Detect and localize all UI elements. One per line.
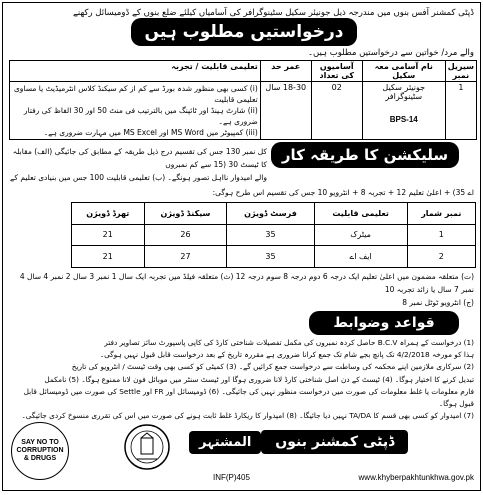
- rule-line: تبدیل کرنے کا اختیار ہوگا۔ (4) ٹیسٹ کے دن اصل شناختی کارڈ لانا ضروری ہوگا اور ٹیسٹ سنٹر میں موبائل فون لانا ممنوع ہوگا۔ (5) نامکمل: [44, 374, 474, 384]
- rule-line: (7) امیدوار کو کسی بھی قسم کا TA/DA نہیں دیا جائیگا۔ (8) امیدوار کا ریکارڈ غلط ثابت ہونے کی صورت میں اس کی تقرری منسوخ کردی جائیگی۔: [21, 411, 474, 421]
- cell-first-division: 35: [227, 224, 314, 246]
- intro-line-2: والے مرد/ خواتین سے درخواستیں مطلوب ہیں۔: [308, 48, 474, 58]
- jobs-table: [9, 60, 477, 140]
- header-first-division: فرسٹ ڈویژن: [227, 203, 314, 225]
- cell-number: 1: [407, 224, 475, 246]
- job-qualifications: [10, 82, 261, 140]
- rule-line: فارم معلومات یا غلط معلومات کی صورت میں درخواست منظور نہیں کی جائیگی۔ (6) ڈومیسائل اور FR اور Settle کی صورت میں ڈومیسائل قابل قبول ہوگا۔: [23, 386, 474, 409]
- table-row: [72, 224, 476, 246]
- selection-text: [9, 145, 267, 185]
- intro-line: ڈپٹی کمشنر آفس بنوں میں مندرجہ ذیل جونیئر سکیل سٹینوگرافر کی آسامیاں کیلئے ضلع بنوں کے ڈومیسائل رکھنے: [72, 8, 474, 18]
- selection-line: کل نمبر 130 جس کی تقسیم درج ذیل طریقہ کے مطابق کی جائیگی (الف) مقابلہ کا ٹیسٹ 30 (15 سے کم نمبروں: [12, 147, 267, 169]
- job-age: 18-30 سال: [260, 82, 311, 140]
- header-qualification: تعلیمی قابلیت / تجربہ: [10, 61, 261, 82]
- header-second-division: سیکنڈ ڈویژن: [144, 203, 227, 225]
- job-serial: 1: [445, 82, 476, 140]
- rule-line: (2) سرکاری ملازمین اپنے محکمہ کی وساطت سے درخواست جمع کرائیں گے۔ (3) کمیٹی کو کسی بھی وقت ٹیسٹ / انٹرویو کی تاریخ: [71, 362, 474, 372]
- jobs-table-header: [10, 61, 477, 82]
- website-link[interactable]: www.khyberpakhtunkhwa.gov.pk: [358, 473, 474, 482]
- header-age: عمر حد: [260, 61, 311, 82]
- qualification-item: (i) کسی بھی منظور شدہ بورڈ سے کم از کم سیکنڈ کلاس انٹرمیڈیٹ یا مساوی تعلیمی قابلیت: [13, 84, 258, 104]
- job-scale: BPS-14: [389, 115, 418, 124]
- page-title: درخواستیں مطلوب ہیں: [131, 18, 357, 46]
- badge-line: & DRUGS: [23, 455, 57, 462]
- note-line: (ج) انٹرویو ٹوٹل نمبر 8: [402, 298, 474, 307]
- selection-line: والے امیدوار نااہل تصور ہونگے۔ (ب) تعلیمی قابلیت 100 جس میں بنیادی تعلیم کے: [10, 173, 267, 182]
- cell-third-division: 21: [72, 224, 145, 246]
- note-line: (ت) متعلقہ مضمون میں اعلیٰ تعلیم ایک درجہ 6 دوم درجہ 8 سوم درجہ 12 (ث) متعلقہ فیلڈ میں تجربہ ایک سال 1 نمبر 3 سال 2 نمبر 4 سال 4 نمبر 7 سال یا زائد تجربہ 10: [19, 272, 474, 294]
- rules-section: [9, 337, 474, 423]
- say-no-to-corruption-badge: [11, 422, 69, 480]
- signatory-office: ڈپٹی کمشنر بنوں: [261, 430, 408, 454]
- cell-education: میٹرک: [314, 224, 407, 246]
- header-number: نمبر شمار: [407, 203, 475, 225]
- qualification-item: (ii) شارٹ ہینڈ اور ٹائپنگ میں بالترتیب فی منٹ 50 اور 30 الفاظ کی رفتار ضروری ہے۔: [23, 106, 258, 126]
- advertisement-page: [2, 2, 481, 491]
- reference-number: INF(P)405: [213, 473, 250, 482]
- header-count: آسامیوں کی تعداد: [311, 61, 362, 82]
- cell-third-division: 21: [72, 246, 145, 268]
- cell-second-division: 27: [144, 246, 227, 268]
- rule-line: (1) درخواست کے ہمراہ B.C.V حاصل کردہ نمبروں کی مکمل تفصیلات شناختی کارڈ کی کاپی پاسپورٹ سائز تصاویر دفتر: [104, 338, 474, 347]
- header-post: نام آسامی معہ سکیل: [362, 61, 445, 82]
- badge-line: SAY NO TO: [21, 439, 59, 446]
- signatory-label: المشتہر: [189, 431, 261, 454]
- signatory-block: [183, 427, 478, 457]
- header-third-division: تھرڈ ڈویژن: [72, 203, 145, 225]
- rule-line: ہذا کو مورخہ 4/2/2018 تک پانچ بجے شام تک جمع کرانا ضروری ہے مقررہ تاریخ کے بعد درخواست قابل قبول نہیں ہوگی۔: [99, 350, 474, 360]
- table-row: [10, 82, 477, 140]
- cell-education: ایف اے: [314, 246, 407, 268]
- cell-first-division: 35: [227, 246, 314, 268]
- cell-number: 2: [407, 246, 475, 268]
- table-row: [72, 246, 476, 268]
- marks-table: [71, 202, 476, 268]
- selection-line-full: اے 35) + اعلیٰ تعلیم 12 + تجربہ 8 + انٹرویو 10 جس کی تقسیم اس طرح ہوگی:: [212, 188, 474, 197]
- job-title-cell: [362, 82, 445, 140]
- cell-second-division: 26: [144, 224, 227, 246]
- notes-section: [9, 270, 474, 310]
- selection-title: سلیکشن کا طریقہ کار: [271, 142, 459, 168]
- header-education: تعلیمی قابلیت: [314, 203, 407, 225]
- kp-government-logo-icon: [123, 423, 171, 473]
- marks-table-header: [72, 203, 476, 225]
- header-serial: سیریل نمبر: [445, 61, 476, 82]
- job-title: جونیئر سکیل سٹینوگرافر: [382, 83, 426, 101]
- job-count: 02: [311, 82, 362, 140]
- rules-title: قواعد وضوابط: [309, 311, 459, 335]
- badge-line: CORRUPTION: [16, 447, 64, 454]
- qualification-item: (iii) کمپیوٹر میں MS Word اور MS Excel میں مہارت ضروری ہے۔: [43, 128, 258, 137]
